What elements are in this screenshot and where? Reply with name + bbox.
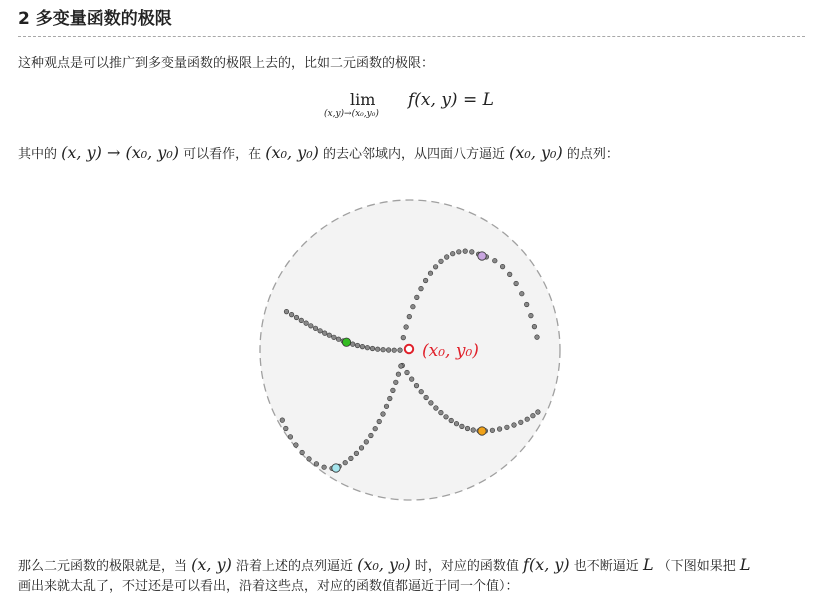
sequence-point [497, 427, 502, 432]
sequence-point [529, 313, 534, 318]
sequence-point [404, 325, 409, 330]
sequence-point [465, 426, 470, 431]
sequence-point [314, 462, 319, 467]
orange-point [478, 427, 486, 435]
lim-operator: lim [350, 90, 376, 109]
sequence-point [429, 401, 434, 406]
sequence-point [419, 286, 424, 291]
sequence-point [343, 460, 348, 465]
sequence-point [336, 337, 341, 342]
sequence-point [304, 321, 309, 326]
sequence-point [419, 389, 424, 394]
sequence-point [300, 450, 305, 455]
sequence-point [405, 370, 410, 375]
heading-divider [18, 36, 805, 37]
text-segment: 也不断逼近 [573, 559, 639, 574]
center-point [405, 345, 413, 353]
sequence-point [377, 419, 382, 424]
sequence-point [381, 412, 386, 417]
sequence-point [439, 410, 444, 415]
sequence-point [450, 251, 455, 256]
sequence-point [444, 255, 449, 260]
violet-point [478, 252, 486, 260]
sequence-point [505, 425, 510, 430]
sequence-point [454, 421, 459, 426]
sequence-point [512, 423, 517, 428]
text-segment: 其中的 [18, 147, 58, 162]
sequence-point [434, 406, 439, 411]
sequence-point [375, 347, 380, 352]
text-segment: 的点列： [566, 147, 619, 162]
sequence-point [294, 443, 299, 448]
sequence-point [401, 335, 406, 340]
description-paragraph [18, 142, 619, 166]
sequence-point [407, 314, 412, 319]
sequence-point [365, 345, 370, 350]
sequence-point [288, 435, 293, 440]
sequence-point [409, 377, 414, 382]
limit-formula [320, 90, 520, 130]
sequence-point [411, 304, 416, 309]
sequence-point [322, 331, 327, 336]
sequence-point [370, 346, 375, 351]
sequence-point [360, 344, 365, 349]
math-approach: (x, y) → (x₀, y₀) [61, 143, 179, 162]
sequence-point [457, 250, 462, 255]
sequence-point [415, 295, 420, 300]
sequence-point [289, 312, 294, 317]
sequence-point [398, 348, 403, 353]
sequence-point [284, 426, 289, 431]
sequence-point [500, 264, 505, 269]
sequence-point [280, 418, 285, 423]
sequence-point [386, 348, 391, 353]
sequence-point [309, 324, 314, 329]
sequence-point [433, 265, 438, 270]
text-segment: 时，对应的函数值 [414, 559, 519, 574]
sequence-point [354, 451, 359, 456]
sequence-point [471, 428, 476, 433]
sequence-point [414, 383, 419, 388]
math-point: (x₀, y₀) [357, 555, 411, 574]
sequence-point [307, 457, 312, 462]
sequence-point [369, 433, 374, 438]
text-segment: 可以看作，在 [183, 147, 262, 162]
conclusion-paragraph-line2: 画出来就太乱了，不过还是可以看出，沿着这些点，对应的函数值都逼近于同一个值）： [18, 579, 519, 594]
sequence-point [294, 315, 299, 320]
sequence-point [470, 250, 475, 255]
sequence-point [520, 291, 525, 296]
sequence-point [428, 271, 433, 276]
sequence-point [332, 335, 337, 340]
intro-paragraph: 这种观点是可以推广到多变量函数的极限上去的，比如二元函数的极限： [18, 56, 435, 71]
sequence-point [532, 324, 537, 329]
text-segment: 那么二元函数的极限就是，当 [18, 559, 188, 574]
sequence-point [535, 335, 540, 340]
sequence-point [507, 272, 512, 277]
math-L: L [642, 555, 654, 574]
sequence-point [381, 347, 386, 352]
text-segment: （下图如果把 [657, 559, 736, 574]
sequence-point [391, 388, 396, 393]
math-xy: (x, y) [191, 555, 232, 574]
sequence-point [439, 259, 444, 264]
sequence-point [490, 428, 495, 433]
sequence-point [463, 249, 468, 254]
sequence-point [536, 410, 541, 415]
sequence-point [396, 372, 401, 377]
neighborhood-diagram [250, 190, 570, 510]
sequence-point [359, 446, 364, 451]
text-segment: 的去心邻域内，从四面八方逼近 [322, 147, 505, 162]
sequence-point [423, 278, 428, 283]
lim-subscript: (x,y)→(x₀,y₀) [324, 109, 379, 119]
math-point: (x₀, y₀) [265, 143, 319, 162]
sequence-point [327, 333, 332, 338]
limit-expression: f(x, y) = L [408, 90, 494, 110]
sequence-point [392, 348, 397, 353]
sequence-point [399, 364, 404, 369]
sequence-point [493, 258, 498, 263]
sequence-point [355, 343, 360, 348]
sequence-point [449, 418, 454, 423]
sequence-point [322, 465, 327, 470]
center-point-label: (x₀, y₀) [422, 341, 479, 361]
text-segment: 沿着上述的点列逼近 [236, 559, 354, 574]
sequence-point [394, 380, 399, 385]
sequence-point [525, 417, 530, 422]
sequence-point [519, 420, 524, 425]
sequence-point [318, 329, 323, 334]
sequence-point [514, 281, 519, 286]
sequence-point [460, 424, 465, 429]
sequence-point [313, 326, 318, 331]
math-point: (x₀, y₀) [509, 143, 563, 162]
green-point [342, 338, 350, 346]
sequence-point [299, 318, 304, 323]
math-fxy: f(x, y) [523, 555, 570, 574]
cyan-point [332, 464, 340, 472]
sequence-point [384, 404, 389, 409]
sequence-point [284, 309, 289, 314]
math-L: L [739, 555, 751, 574]
sequence-point [524, 302, 529, 307]
sequence-point [373, 426, 378, 431]
sequence-point [388, 396, 393, 401]
section-heading: 2 多变量函数的极限 [18, 9, 172, 29]
sequence-point [364, 440, 369, 445]
conclusion-paragraph-line1 [18, 554, 751, 578]
sequence-point [444, 415, 449, 420]
sequence-point [424, 395, 429, 400]
sequence-point [531, 413, 536, 418]
sequence-point [349, 456, 354, 461]
